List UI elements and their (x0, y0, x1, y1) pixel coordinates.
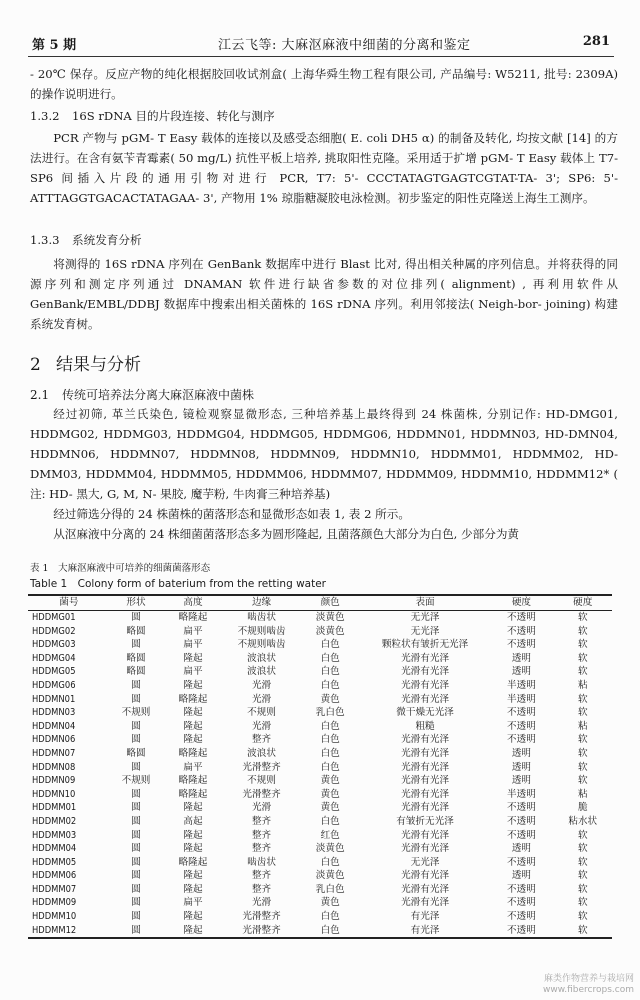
table-cell: 不透明 (507, 720, 536, 732)
paragraph-intro (30, 64, 618, 104)
table-cell: 透明 (511, 652, 532, 664)
table-cell: 淡黄色 (315, 612, 345, 623)
table-row (28, 883, 612, 897)
data-table (28, 594, 612, 939)
strain-id-cell: HDDMG06 (32, 679, 76, 691)
table-cell: 光滑 (251, 897, 272, 909)
table-cell: 扁平 (183, 625, 203, 637)
table-cell: 软 (577, 829, 588, 841)
strain-id-cell: HDDMG01 (32, 612, 76, 623)
table-cell: 光滑整齐 (242, 761, 281, 773)
table-cell: 软 (577, 856, 588, 868)
section-number: 1.3.2 (30, 109, 60, 123)
table-cell: 整齐 (251, 843, 272, 855)
table-cell: 隆起 (183, 911, 203, 923)
table-cell: 软 (577, 870, 588, 882)
table-cell: 略圆 (126, 666, 146, 678)
paragraph-1-3-2 (30, 128, 618, 208)
table-cell: 有光泽 (410, 911, 440, 923)
paragraph-text: 经过筛选分得的 24 株菌株的菌落形态和显微形态如表 1, 表 2 所示。 (53, 507, 410, 521)
table-cell: 不透明 (507, 911, 536, 923)
strain-id-cell: HDDMN04 (32, 720, 76, 732)
table-cell: 不规则 (121, 707, 151, 719)
table-cell: 不透明 (507, 625, 536, 637)
strain-id-cell: HDDMN10 (32, 788, 76, 800)
table-cell: 光滑有光泽 (401, 802, 450, 814)
table-cell: 隆起 (183, 870, 203, 882)
table-row (28, 625, 612, 639)
table-row (28, 679, 612, 693)
table-cell: 不透明 (507, 639, 536, 651)
watermark-line: 麻类作物营养与栽培网 (543, 974, 634, 984)
column-header: 表面 (361, 595, 489, 611)
table-caption-zh: 表 1 大麻沤麻液中可培养的细菌菌落形态 (30, 563, 211, 574)
table-cell: 不规则啮齿 (237, 625, 286, 637)
table-cell: 粗糙 (415, 720, 435, 732)
table-header-row (28, 595, 612, 611)
table-cell: 有皱折无光泽 (396, 815, 454, 827)
table-cell: 啮齿状 (247, 612, 276, 623)
table-cell: 软 (577, 625, 588, 637)
table-cell: 白色 (320, 679, 340, 691)
table-cell: 淡黄色 (315, 870, 345, 882)
table-cell: 隆起 (162, 924, 223, 939)
section-title: 传统可培养法分离大麻沤麻液中菌株 (62, 388, 255, 402)
table-cell: 透明 (511, 747, 532, 759)
table-cell: 略圆 (126, 625, 146, 637)
table-cell: 白色 (320, 720, 340, 732)
strain-id-cell: HDDMM09 (32, 897, 77, 909)
paragraph-text: 经过初筛, 革兰氏染色, 镜检观察显微形态, 三种培养基上最终得到 24 株菌株, 分别记作: HD-DMG01, HDDMG02, HDDMG03, HDDMG04, HDDMG05, HDDMG06, HDDMN01, HDDMN03, HD-DMN04, HDDMN06, HDDMN07, HDDMN08, HDDMN09, HDDMN10, HDDMM01, HDDMM02, HD-DMM03, HDDMM04, HDDMM05, HDDMM06, HDDMM07, HDDMM09, HDDMM10, HDDMM12* ( 注: HD- 黑大, G, M, N- 果胶, 魔芋粉, 牛肉膏三种培养基) (30, 407, 618, 501)
table-cell: 隆起 (183, 679, 203, 691)
table-cell: 圆 (131, 829, 141, 841)
table-cell: 整齐 (251, 734, 272, 746)
table-cell: 波浪状 (247, 747, 276, 759)
table-row (28, 869, 612, 883)
table-cell: 黄色 (320, 775, 340, 787)
table-cell: 不规则啮齿 (237, 639, 286, 651)
table-cell: 隆起 (183, 883, 203, 895)
strain-id-cell: HDDMM12 (28, 924, 110, 939)
table-cell: 圆 (131, 897, 141, 909)
table-cell: 光滑 (251, 720, 272, 732)
table-row (28, 815, 612, 829)
table-cell: 软 (577, 761, 588, 773)
table-row (28, 747, 612, 761)
strain-id-cell: HDDMN06 (32, 734, 76, 746)
table-cell: 软 (577, 639, 588, 651)
table-body (28, 611, 612, 939)
table-cell: 软 (577, 747, 588, 759)
strain-id-cell: HDDMM01 (32, 802, 77, 814)
table-row (28, 774, 612, 788)
table-cell: 白色 (320, 856, 340, 868)
section-number: 2.1 (30, 388, 50, 402)
table-cell: 乳白色 (315, 883, 345, 895)
strain-id-cell: HDDMM10 (32, 911, 77, 923)
colony-form-table (28, 594, 612, 939)
table-cell: 圆 (131, 761, 141, 773)
running-title: 江云飞等: 大麻沤麻液中细菌的分离和鉴定 (218, 38, 471, 53)
table-cell: 圆 (131, 870, 141, 882)
table-cell: 光滑有光泽 (401, 666, 450, 678)
strain-id-cell: HDDMG05 (32, 666, 76, 678)
strain-id-cell: HDDMN03 (32, 707, 76, 719)
running-header (28, 34, 612, 54)
watermark (543, 974, 634, 996)
table-row (28, 896, 612, 910)
table-cell: 半透明 (507, 679, 536, 691)
table-cell: 透明 (511, 870, 532, 882)
table-cell: 略隆起 (178, 856, 208, 868)
strain-id-cell: HDDMN09 (32, 775, 76, 787)
table-cell: 黄色 (320, 788, 340, 800)
table-cell: 扁平 (183, 666, 203, 678)
table-cell: 白色 (320, 652, 340, 664)
table-row (28, 706, 612, 720)
table-row (28, 856, 612, 870)
table-cell: 光滑有光泽 (401, 747, 450, 759)
table-cell: 略隆起 (178, 788, 208, 800)
table-cell: 圆 (131, 911, 141, 923)
table-cell: 不透明 (507, 802, 536, 814)
table-cell: 不透明 (507, 612, 536, 623)
table-cell: 软 (554, 924, 612, 939)
issue-label: 第 5 期 (32, 38, 77, 53)
table-cell: 光滑有光泽 (401, 693, 450, 705)
table-cell: 白色 (320, 911, 340, 923)
strain-id-cell: HDDMG02 (32, 625, 76, 637)
table-cell: 软 (577, 693, 588, 705)
table-cell: 光滑 (251, 693, 272, 705)
watermark-line: www.fibercrops.com (543, 985, 634, 995)
strain-id-cell: HDDMM02 (32, 815, 77, 827)
table-cell: 圆 (131, 843, 141, 855)
table-row (28, 638, 612, 652)
strain-id-cell: HDDMN01 (32, 693, 76, 705)
column-header: 形状 (110, 595, 163, 611)
table-cell: 白色 (320, 761, 340, 773)
paragraph-text: PCR 产物与 pGM- T Easy 载体的连接以及感受态细胞( E. coli DH5 α) 的制备及转化, 均按文献 [14] 的方法进行。在含有氨苄青霉素( 50 mg/L) 抗性平板上培养, 挑取阳性克隆。采用适于扩增 pGM- T Easy 载体上 T7- SP6 间插入片段的通用引物对进行 PCR, T7: 5'- CCCTATAGTGAGTCGTAT-TA- 3'; SP6: 5'- ATTTAGGTGACACTATAGAA- 3', 产物用 1% 琼脂糖凝胶电泳检测。初步鉴定的阳性克隆送上海生工测序。 (30, 131, 618, 205)
strain-id-cell: HDDMM06 (32, 870, 77, 882)
table-cell: 圆 (131, 802, 141, 814)
table-cell: 隆起 (183, 734, 203, 746)
table-cell: 光滑有光泽 (401, 761, 450, 773)
column-header: 菌号 (28, 595, 110, 611)
table-cell: 光滑整齐 (242, 788, 281, 800)
column-header: 硬度 (554, 595, 612, 611)
table-row (28, 801, 612, 815)
strain-id-cell: HDDMM07 (32, 883, 77, 895)
table-cell: 整齐 (251, 815, 272, 827)
table-row (28, 665, 612, 679)
table-cell: 高起 (183, 815, 203, 827)
table-cell: 软 (577, 911, 588, 923)
table-cell: 软 (577, 734, 588, 746)
table-cell: 透明 (511, 666, 532, 678)
table-cell: 光滑有光泽 (401, 883, 450, 895)
table-cell: 红色 (320, 829, 340, 841)
table-cell: 黄色 (320, 693, 340, 705)
paragraph-text: 从沤麻液中分离的 24 株细菌菌落形态多为圆形隆起, 且菌落颜色大部分为白色, 少部分为黄 (53, 527, 520, 541)
table-cell: 软 (577, 883, 588, 895)
section-title: 结果与分析 (56, 355, 141, 375)
table-cell: 圆 (131, 883, 141, 895)
table-cell: 光滑 (251, 679, 272, 691)
table-cell: 淡黄色 (315, 625, 345, 637)
table-row (28, 693, 612, 707)
table-cell: 白色 (320, 666, 340, 678)
table-cell: 圆 (131, 679, 141, 691)
table-cell: 有光泽 (361, 924, 489, 939)
table-cell: 不透明 (507, 815, 536, 827)
table-cell: 软 (577, 897, 588, 909)
strain-id-cell: HDDMG03 (32, 639, 76, 651)
table-cell: 隆起 (183, 843, 203, 855)
table-cell: 粘 (577, 679, 588, 691)
section-heading-1-3-3 (30, 232, 142, 248)
table-cell: 圆 (131, 788, 141, 800)
page-number: 281 (582, 34, 610, 49)
table-cell: 圆 (131, 639, 141, 651)
table-cell: 不透明 (507, 883, 536, 895)
table-cell: 略隆起 (178, 693, 208, 705)
column-header: 高度 (162, 595, 223, 611)
table-cell: 光滑有光泽 (401, 897, 450, 909)
table-cell: 光滑有光泽 (401, 843, 450, 855)
table-cell: 不透明 (507, 734, 536, 746)
table-cell: 乳白色 (315, 707, 345, 719)
table-cell: 不透明 (507, 897, 536, 909)
table-cell: 啮齿状 (247, 856, 276, 868)
column-header: 硬度 (489, 595, 553, 611)
table-cell: 白色 (320, 747, 340, 759)
strain-id-cell: HDDMM03 (32, 829, 77, 841)
table-cell: 扁平 (183, 639, 203, 651)
table-cell: 软 (577, 843, 588, 855)
table-row (28, 652, 612, 666)
table-cell: 光滑有光泽 (401, 829, 450, 841)
section-number: 1.3.3 (30, 233, 60, 247)
table-cell: 白色 (320, 734, 340, 746)
table-row (28, 829, 612, 843)
table-cell: 波浪状 (247, 652, 276, 664)
table-cell: 白色 (300, 924, 361, 939)
table-cell: 光滑整齐 (224, 924, 300, 939)
table-cell: 不透明 (507, 707, 536, 719)
table-cell: 扁平 (183, 897, 203, 909)
table-cell: 圆 (131, 720, 141, 732)
table-row (28, 788, 612, 802)
section-title: 16S rDNA 目的片段连接、转化与测序 (72, 109, 275, 123)
table-cell: 略圆 (126, 652, 146, 664)
column-header: 边缘 (224, 595, 300, 611)
table-cell: 不规则 (247, 707, 276, 719)
section-heading-1-3-2 (30, 108, 275, 124)
table-cell: 脆 (577, 802, 588, 814)
table-cell: 略隆起 (178, 775, 208, 787)
table-cell: 半透明 (507, 693, 536, 705)
table-cell: 光滑有光泽 (401, 788, 450, 800)
strain-id-cell: HDDMN07 (32, 747, 76, 759)
table-cell: 隆起 (183, 829, 203, 841)
table-cell: 无光泽 (410, 612, 440, 623)
strain-id-cell: HDDMN08 (32, 761, 76, 773)
table-row (28, 611, 612, 625)
table-cell: 圆 (131, 612, 141, 623)
table-cell: 黄色 (320, 897, 340, 909)
table-cell: 半透明 (507, 788, 536, 800)
table-row (28, 842, 612, 856)
table-cell: 软 (577, 612, 588, 623)
table-cell: 不透明 (489, 924, 553, 939)
strain-id-cell: HDDMG04 (32, 652, 76, 664)
section-heading-2-1 (30, 386, 254, 403)
paragraph-text: 将测得的 16S rDNA 序列在 GenBank 数据库中进行 Blast 比对, 得出相关种属的序列信息。并将获得的同源序列和测定序列通过 DNAMAN 软件进行缺省参数的对位排列( alignment) , 再利用软件从 GenBank/EMBL/DDBJ 数据库中搜索出相关菌株的 16S rDNA 序列。利用邻接法( Neigh-bor- joining) 构建系统发育树。 (30, 257, 618, 331)
table-cell: 隆起 (183, 720, 203, 732)
table-row (28, 924, 612, 939)
table-cell: 隆起 (183, 652, 203, 664)
table-cell: 不规则 (247, 775, 276, 787)
table-row (28, 720, 612, 734)
table-cell: 软 (577, 775, 588, 787)
table-cell: 光滑有光泽 (401, 679, 450, 691)
paragraph-2-1 (30, 404, 618, 544)
table-cell: 粘 (577, 720, 588, 732)
strain-id-cell: HDDMM05 (32, 856, 77, 868)
section-heading-2 (30, 350, 141, 375)
table-cell: 光滑整齐 (242, 911, 281, 923)
table-caption-en: Table 1 Colony form of baterium from the retting water (30, 578, 326, 590)
table-row (28, 733, 612, 747)
table-cell: 软 (577, 707, 588, 719)
table-cell: 白色 (320, 815, 340, 827)
table-cell: 略隆起 (178, 747, 208, 759)
section-number: 2 (30, 355, 41, 375)
table-cell: 整齐 (251, 829, 272, 841)
table-cell: 略圆 (126, 747, 146, 759)
table-cell: 隆起 (183, 707, 203, 719)
table-cell: 略隆起 (178, 612, 208, 623)
section-title: 系统发育分析 (72, 233, 142, 247)
table-cell: 扁平 (183, 761, 203, 773)
table-cell: 白色 (320, 639, 340, 651)
column-header: 颜色 (300, 595, 361, 611)
table-row (28, 761, 612, 775)
table-cell: 不规则 (121, 775, 151, 787)
table-cell: 光滑有光泽 (401, 734, 450, 746)
table-cell: 软 (577, 666, 588, 678)
table-cell: 整齐 (251, 883, 272, 895)
table-cell: 圆 (131, 815, 141, 827)
paragraph-text: - 20℃ 保存。反应产物的纯化根据胶回收试剂盒( 上海华舜生物工程有限公司, 产品编号: W5211, 批号: 2309A) 的操作说明进行。 (30, 67, 618, 101)
table-cell: 圆 (131, 693, 141, 705)
table-cell: 圆 (110, 924, 163, 939)
header-divider (28, 56, 614, 57)
table-cell: 粘 (577, 788, 588, 800)
table-cell: 淡黄色 (315, 843, 345, 855)
table-cell: 软 (577, 652, 588, 664)
table-cell: 不透明 (507, 856, 536, 868)
table-cell: 无光泽 (410, 625, 440, 637)
table-row (28, 910, 612, 924)
paragraph-1-3-3 (30, 254, 618, 334)
table-cell: 微干燥无光泽 (396, 707, 454, 719)
table-cell: 光滑有光泽 (401, 775, 450, 787)
table-cell: 整齐 (251, 870, 272, 882)
table-cell: 光滑有光泽 (401, 652, 450, 664)
table-cell: 光滑 (251, 802, 272, 814)
table-cell: 粘水状 (568, 815, 598, 827)
table-cell: 光滑有光泽 (401, 870, 450, 882)
table-cell: 透明 (511, 761, 532, 773)
table-cell: 隆起 (183, 802, 203, 814)
table-cell: 透明 (511, 843, 532, 855)
table-cell: 圆 (131, 734, 141, 746)
table-cell: 黄色 (320, 802, 340, 814)
table-cell: 无光泽 (410, 856, 440, 868)
table-cell: 透明 (511, 775, 532, 787)
table-cell: 不透明 (507, 829, 536, 841)
strain-id-cell: HDDMM04 (32, 843, 77, 855)
table-cell: 颗粒状有皱折无光泽 (381, 639, 469, 651)
table-cell: 圆 (131, 856, 141, 868)
table-cell: 波浪状 (247, 666, 276, 678)
